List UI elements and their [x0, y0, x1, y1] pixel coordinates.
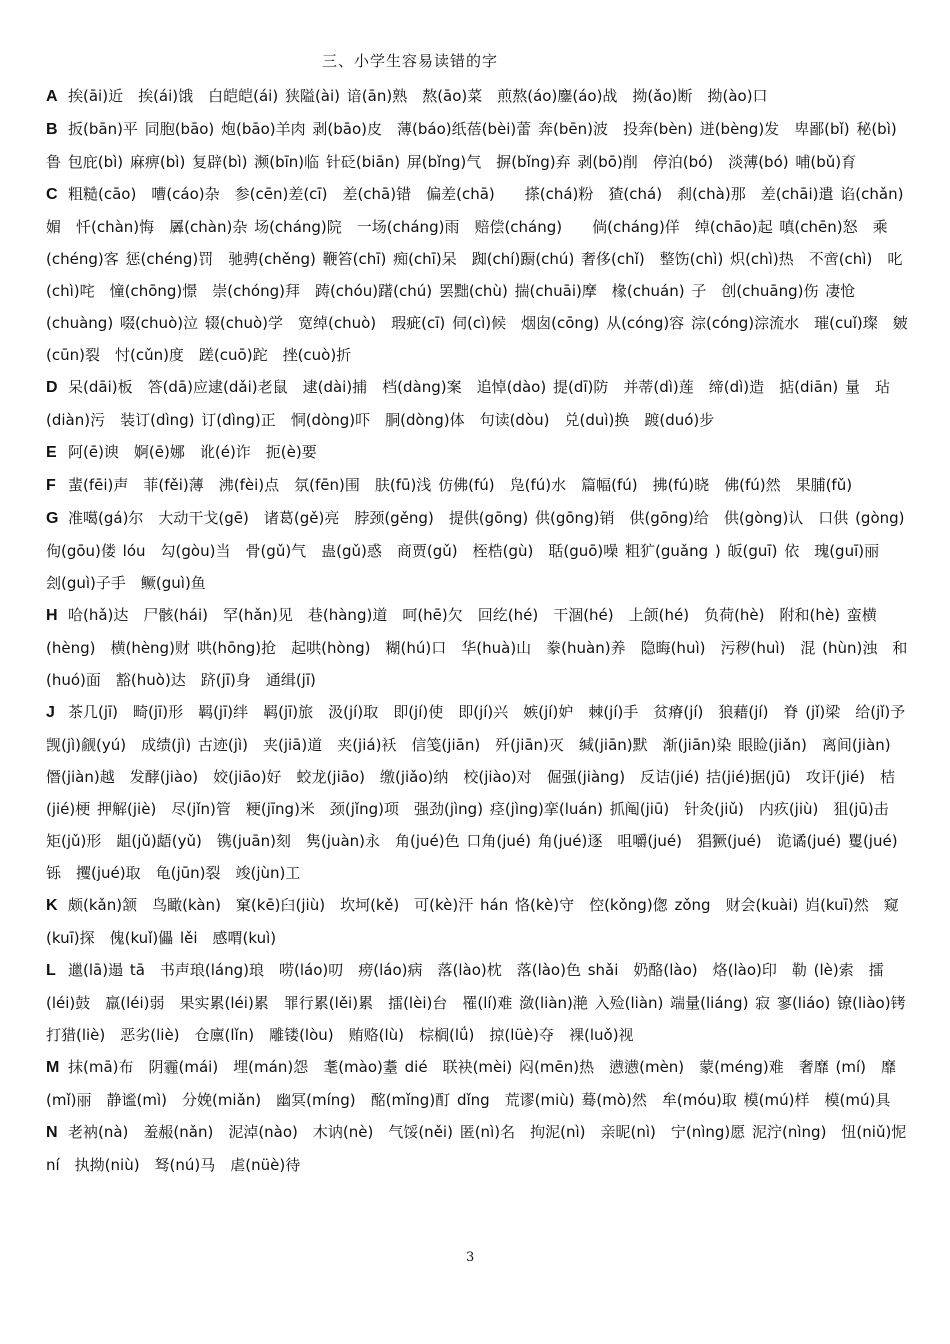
section-letter: H: [46, 607, 58, 624]
section-a: [46, 80, 908, 113]
section-h: [46, 599, 908, 696]
section-f: [46, 469, 908, 502]
section-letter: K: [46, 897, 58, 914]
section-items: 老衲(nà) 羞赧(nǎn) 泥淖(nào) 木讷(nè) 气馁(něi) 匿(nì)名 拘泥(nì) 亲昵(nì) 宁(nìng)愿 泥泞(nìng) 忸(niǔ)怩 ní 执拗(niù) 驽(nú)马 虐(nüè)待: [46, 1123, 907, 1174]
section-c: [46, 178, 908, 371]
section-list: [46, 80, 921, 1181]
section-b: [46, 113, 908, 178]
section-items: 扳(bān)平 同胞(bāo) 炮(bāo)羊肉 剥(bāo)皮 薄(báo)纸蓓(bèi)蕾 奔(bēn)波 投奔(bèn) 迸(bèng)发 卑鄙(bǐ) 秘(bì)鲁 包庇(bì) 麻痹(bì) 复辟(bì) 濒(bīn)临 针砭(biān) 屏(bǐng)气 摒(bǐng)弃 剥(bō)削 停泊(bó) 淡薄(bó) 哺(bǔ)育: [46, 120, 897, 171]
section-l: [46, 954, 921, 1051]
section-items: 粗糙(cāo) 嘈(cáo)杂 参(cēn)差(cī) 差(chā)错 偏差(chā) 搽(chá)粉 猹(chá) 刹(chà)那 差(chāi)遣 谄(chǎn)媚 忏(chàn)悔 羼(chàn)杂 场(cháng)院 一场(cháng)雨 赔偿(cháng) 倘(cháng)佯 绰(chāo)起 嗔(chēn)怒 乘(chéng)客 惩(chéng)罚 驰骋(chěng) 鞭笞(chī) 痴(chī)呆 踟(chí)蹰(chú) 奢侈(chǐ) 整饬(chì) 炽(chì)热 不啻(chì) 叱(chì)咤 憧(chōng)憬 崇(chóng)拜 踌(chóu)躇(chú) 罢黜(chù) 揣(chuāi)摩 椽(chuán) 子 创(chuāng)伤 凄怆(chuàng) 啜(chuò)泣 辍(chuò)学 宽绰(chuò) 瑕疵(cī) 伺(cì)候 烟囱(cōng) 从(cóng)容 淙(cóng)淙流水 璀(cuǐ)璨 皴(cūn)裂 忖(cǔn)度 蹉(cuō)跎 挫(cuò)折: [46, 185, 908, 364]
section-letter: F: [46, 477, 56, 494]
section-items: 颇(kǎn)颔 鸟瞰(kàn) 窠(kē)臼(jiù) 坎坷(kě) 可(kè)汗 hán 恪(kè)守 倥(kǒng)偬 zǒng 财会(kuài) 岿(kuī)然 窥(kuī)探 傀(kuǐ)儡 lěi 感喟(kuì): [46, 896, 899, 947]
section-letter: B: [46, 121, 58, 138]
section-letter: M: [46, 1059, 60, 1076]
section-letter: C: [46, 186, 58, 203]
section-items: 蜚(fēi)声 菲(fěi)薄 沸(fèi)点 氛(fēn)围 肤(fū)浅 仿佛(fú) 凫(fú)水 篇幅(fú) 拂(fú)晓 佛(fú)然 果脯(fǔ): [68, 476, 853, 494]
section-items: 挨(āi)近 挨(ái)饿 白皑皑(ái) 狭隘(ài) 谙(ān)熟 熬(āo)菜 煎熬(áo)鏖(áo)战 拗(ǎo)断 拗(ào)口: [68, 87, 768, 105]
section-items: 哈(hǎ)达 尸骸(hái) 罕(hǎn)见 巷(hàng)道 呵(hē)欠 回纥(hé) 干涸(hé) 上颌(hé) 负荷(hè) 附和(hè) 蛮横(hèng) 横(hèng)财 哄(hōng)抢 起哄(hòng) 糊(hú)口 华(huà)山 豢(huàn)养 隐晦(huì) 污秽(huì) 混 (hùn)浊 和(huó)面 豁(huò)达 跻(jī)身 通缉(jī): [46, 606, 908, 689]
page-number: 3: [466, 1250, 475, 1265]
page-title: 三、小学生容易读错的字: [322, 52, 499, 70]
section-m: [46, 1051, 908, 1116]
section-items: 阿(ē)谀 婀(ē)娜 讹(é)诈 扼(è)要: [68, 443, 317, 461]
section-items: 准噶(gá)尔 大动干戈(gē) 诸葛(gě)亮 脖颈(gěng) 提供(gōng) 供(gōng)销 供(gōng)给 供(gòng)认 口供 (gòng) 佝(gōu)偻 lóu 勾(gòu)当 骨(gǔ)气 蛊(gǔ)惑 商贾(gǔ) 桎梏(gù) 聒(guō)噪 粗犷(guǎng ) 皈(guī) 依 瑰(guī)丽 刽(guì)子手 鳜(guì)鱼: [46, 509, 920, 592]
section-items: 呆(dāi)板 答(dā)应逮(dǎi)老鼠 逮(dài)捕 档(dàng)案 追悼(dào) 提(dī)防 并蒂(dì)莲 缔(dì)造 掂(diān) 量 玷(diàn)污 装订(dìng) 订(dìng)正 恫(dòng)吓 胴(dòng)体 句读(dòu) 兑(duì)换 踱(duó)步: [46, 378, 891, 429]
section-g: [46, 502, 920, 599]
section-k: [46, 889, 908, 954]
section-items: 邋(lā)遢 tā 书声琅(láng)琅 唠(láo)叨 痨(láo)病 落(lào)枕 落(lào)色 shǎi 奶酪(lào) 烙(lào)印 勒 (lè)索 擂(léi)鼓 羸(léi)弱 果实累(léi)累 罪行累(lěi)累 擂(lèi)台 罹(lí)难 潋(liàn)滟 入殓(liàn) 端量(liáng) 寂 寥(liáo) 镣(liào)铐 打猎(liè) 恶劣(liè) 仓廪(lǐn) 雕镂(lòu) 贿赂(lù) 棕榈(lǘ) 掠(lüè)夺 裸(luǒ)视: [46, 961, 921, 1044]
section-letter: D: [46, 379, 58, 396]
section-items: 抹(mā)布 阴霾(mái) 埋(mán)怨 耄(mào)耋 dié 联袂(mèi) 闷(mēn)热 懑懑(mèn) 蒙(méng)难 奢靡 (mí) 靡(mǐ)丽 静谧(mì) 分娩(miǎn) 幽冥(míng) 酩(mǐng)酊 dǐng 荒谬(miù) 蓦(mò)然 牟(móu)取 模(mú)样 模(mú)具: [46, 1058, 896, 1109]
section-letter: N: [46, 1124, 58, 1141]
section-j: [46, 696, 921, 889]
section-letter: A: [46, 88, 58, 105]
section-n: [46, 1116, 908, 1181]
section-d: [46, 371, 908, 436]
section-letter: L: [46, 962, 56, 979]
section-letter: E: [46, 444, 57, 461]
section-letter: G: [46, 510, 59, 527]
section-items: 茶几(jī) 畸(jī)形 羁(jī)绊 羁(jī)旅 汲(jí)取 即(jí)使 即(jí)兴 嫉(jí)妒 棘(jí)手 贫瘠(jí) 狼藉(jí) 脊 (jǐ)梁 给(jǐ)予 觊(jì)觎(yú) 成绩(jì) 古迹(jì) 夹(jiā)道 夹(jiá)袄 信笺(jiān) 歼(jiān)灭 缄(jiān)默 渐(jiān)染 眼睑(jiǎn) 离间(jiàn) 僭(jiàn)越 发酵(jiào) 姣(jiāo)好 蛟龙(jiāo) 缴(jiǎo)纳 校(jiào)对 倔强(jiàng) 反诘(jié) 拮(jié)据(jū) 攻讦(jié) 桔(jié)梗 押解(jiè) 尽(jǐn)管 粳(jīng)米 颈(jǐng)项 强劲(jìng) 痉(jìng)挛(luán) 抓阄(jiū) 针灸(jiǔ) 内疚(jiù) 狙(jū)击 矩(jǔ)形 龃(jǔ)龉(yǔ) 镌(juān)刻 隽(juàn)永 角(jué)色 口角(jué) 角(jué)逐 咀嚼(jué) 猖獗(jué) 诡谲(jué) 矍(jué)铄 攫(jué)取 龟(jūn)裂 竣(jùn)工: [46, 703, 921, 882]
section-letter: J: [46, 704, 55, 721]
section-e: [46, 436, 908, 469]
